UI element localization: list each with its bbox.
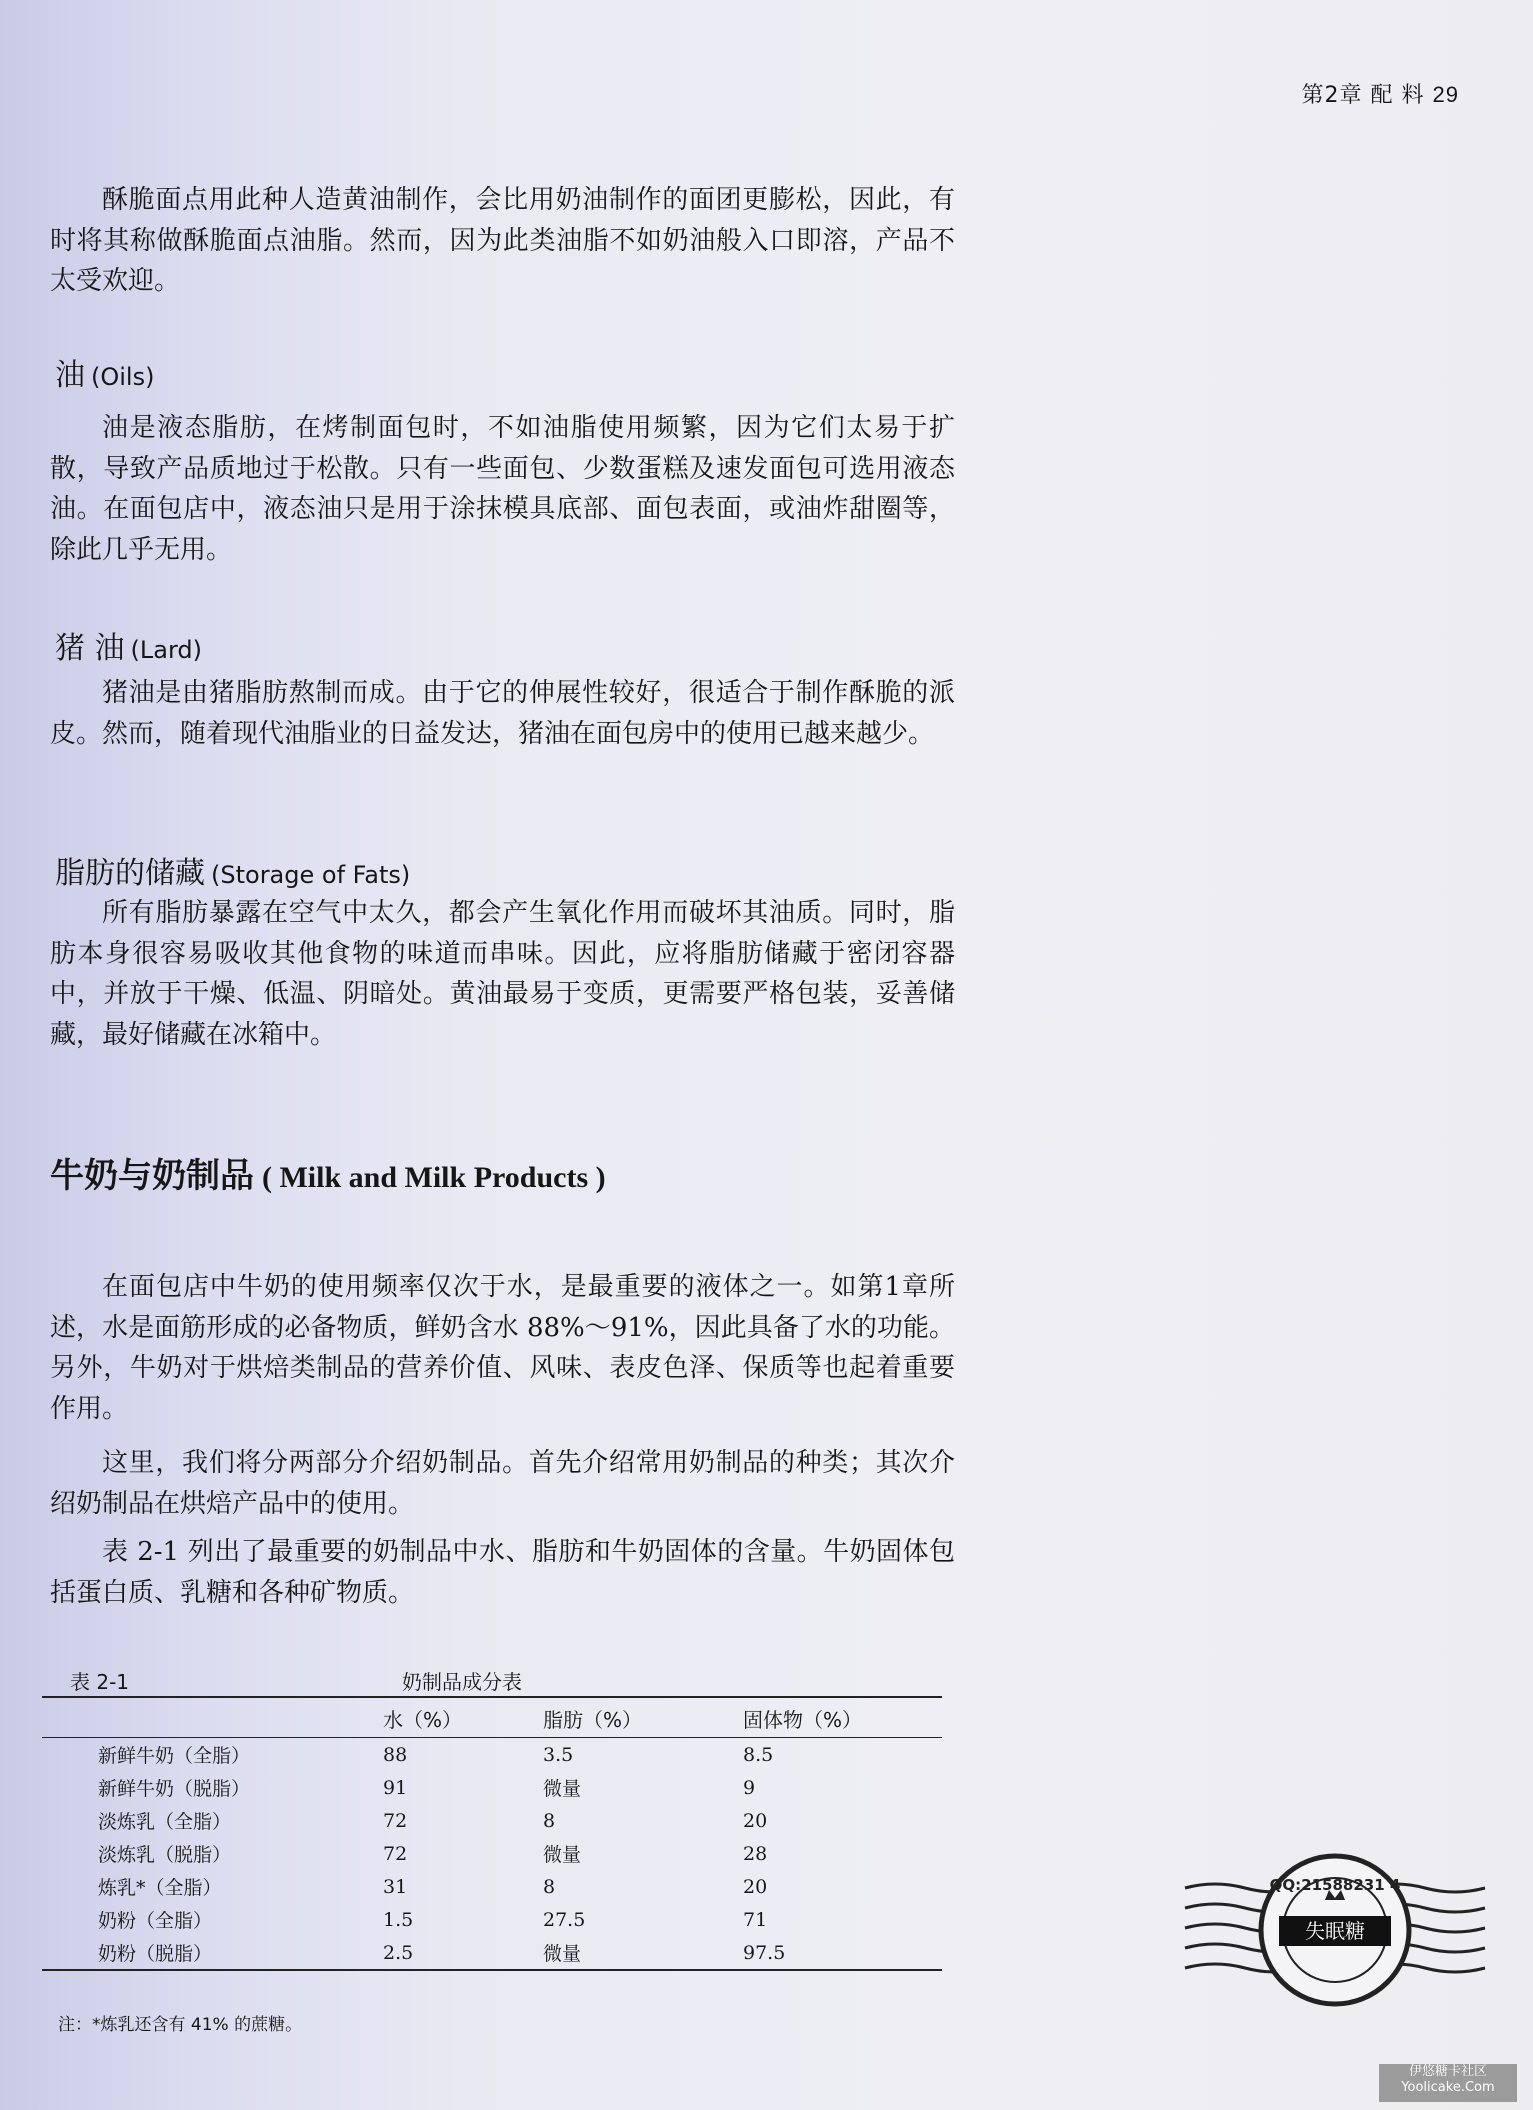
table-row [42,1903,942,1936]
cell-solids: 20 [743,1809,768,1832]
postmark-stamp-icon [1175,1848,1495,2008]
header-cell-water: 水（%） [383,1708,463,1732]
table-rows [42,1738,942,1969]
site-watermark [1379,2064,1517,2102]
heading-oils-zh: 油 [55,358,85,393]
section-title-milk-zh: 牛奶与奶制品 [50,1156,254,1196]
table-row [42,1771,942,1804]
cell-item: 奶粉（全脂） [98,1910,213,1932]
cell-water: 72 [383,1809,408,1832]
cell-item: 新鲜牛奶（全脂） [98,1745,251,1767]
cell-water: 91 [383,1776,408,1799]
stamp-center-text: 失眠糖 [1305,1919,1365,1943]
heading-lard-zh: 猪 油 [55,631,125,666]
cell-solids: 8.5 [743,1743,774,1766]
cell-solids: 9 [743,1776,756,1799]
cell-solids: 20 [743,1875,768,1898]
cell-solids: 28 [743,1842,768,1865]
heading-oils-en: (Oils) [91,363,155,391]
paragraph-table-intro: 表 2-1 列出了最重要的奶制品中水、脂肪和牛奶固体的含量。牛奶固体包括蛋白质、乳糖和各种矿物质。 [50,1537,955,1608]
table-body [42,1698,942,1737]
cell-solids: 71 [743,1908,768,1931]
cell-fat: 8 [543,1809,556,1832]
section-title-milk [50,1148,606,1197]
cell-water: 31 [383,1875,408,1898]
cell-water: 72 [383,1842,408,1865]
header-cell-item [42,1698,383,1737]
table-row [42,1837,942,1870]
cell-item: 淡炼乳（脱脂） [98,1844,232,1866]
cell-item: 炼乳*（全脂） [98,1877,222,1899]
cell-item: 淡炼乳（全脂） [98,1811,232,1833]
heading-lard-en: (Lard) [130,636,203,664]
watermark-line1: 伊悠糖卡社区 [1408,2064,1487,2079]
cell-fat: 微量 [543,1943,582,1965]
heading-oils [55,350,154,394]
table-label: 表 2-1 [70,1670,130,1694]
table-row [42,1804,942,1837]
paragraph-milk-overview: 这里，我们将分两部分介绍奶制品。首先介绍常用奶制品的种类；其次介绍奶制品在烘焙产品中的使用。 [50,1448,955,1519]
cell-item: 奶粉（脱脂） [98,1943,213,1965]
section-title-milk-en: ( Milk and Milk Products ) [262,1161,606,1194]
chapter-title: 第2章 配 料 [1301,83,1425,108]
cell-fat: 微量 [543,1778,582,1800]
table-caption [42,1660,942,1696]
heading-lard [55,623,202,667]
table-footnote: 注：*炼乳还含有 41% 的蔗糖。 [58,2015,303,2035]
cell-solids: 97.5 [743,1941,786,1964]
table-row [42,1936,942,1969]
heading-storage-en: (Storage of Fats) [211,861,411,889]
table-row [42,1738,942,1771]
header-cell-fat: 脂肪（%） [543,1708,643,1732]
cell-water: 2.5 [383,1941,414,1964]
paragraph-milk-intro: 在面包店中牛奶的使用频率仅次于水，是最重要的液体之一。如第1章所述，水是面筋形成的必备物质，鲜奶含水 88%～91%，因此具备了水的功能。另外，牛奶对于烘焙类制品的营养价值、风味、表皮色泽、保质等也起着重要作用。 [50,1272,955,1424]
paragraph-shortening: 酥脆面点用此种人造黄油制作，会比用奶油制作的面团更膨松，因此，有时将其称做酥脆面点油脂。然而，因为此类油脂不如奶油般入口即溶，产品不太受欢迎。 [50,185,955,296]
cell-fat: 3.5 [543,1743,574,1766]
watermark-line2: Yoolicake.Com [1401,2080,1495,2095]
paragraph-oils: 油是液态脂肪，在烤制面包时，不如油脂使用频繁，因为它们太易于扩散，导致产品质地过于松散。只有一些面包、少数蛋糕及速发面包可选用液态油。在面包店中，液态油只是用于涂抹模具底部、面包表面，或油炸甜圈等，除此几乎无用。 [50,413,955,565]
cell-fat: 27.5 [543,1908,586,1931]
paragraph-storage: 所有脂肪暴露在空气中太久，都会产生氧化作用而破坏其油质。同时，脂肪本身很容易吸收其他食物的味道而串味。因此，应将脂肪储藏于密闭容器中，并放于干燥、低温、阴暗处。黄油最易于变质，更需要严格包装，妥善储藏，最好储藏在冰箱中。 [50,898,955,1050]
table-bottom-rule [42,1969,942,1971]
dairy-composition-table [42,1660,942,1971]
table-header-row [42,1698,942,1737]
cell-fat: 微量 [543,1844,582,1866]
page-number: 29 [1432,82,1459,107]
cell-water: 1.5 [383,1908,414,1931]
cell-item: 新鲜牛奶（脱脂） [98,1778,251,1800]
table-title: 奶制品成分表 [402,1670,522,1694]
table-row [42,1870,942,1903]
header-cell-solids: 固体物（%） [743,1708,863,1732]
cell-fat: 8 [543,1875,556,1898]
paragraph-lard: 猪油是由猪脂肪熬制而成。由于它的伸展性较好，很适合于制作酥脆的派皮。然而，随着现代油脂业的日益发达，猪油在面包房中的使用已越来越少。 [50,678,955,749]
heading-storage-zh: 脂肪的储藏 [55,856,205,891]
cell-water: 88 [383,1743,408,1766]
stamp-top-text: QQ:21588231 4 [1269,1876,1401,1894]
running-header [1302,78,1459,109]
heading-storage [55,848,410,892]
